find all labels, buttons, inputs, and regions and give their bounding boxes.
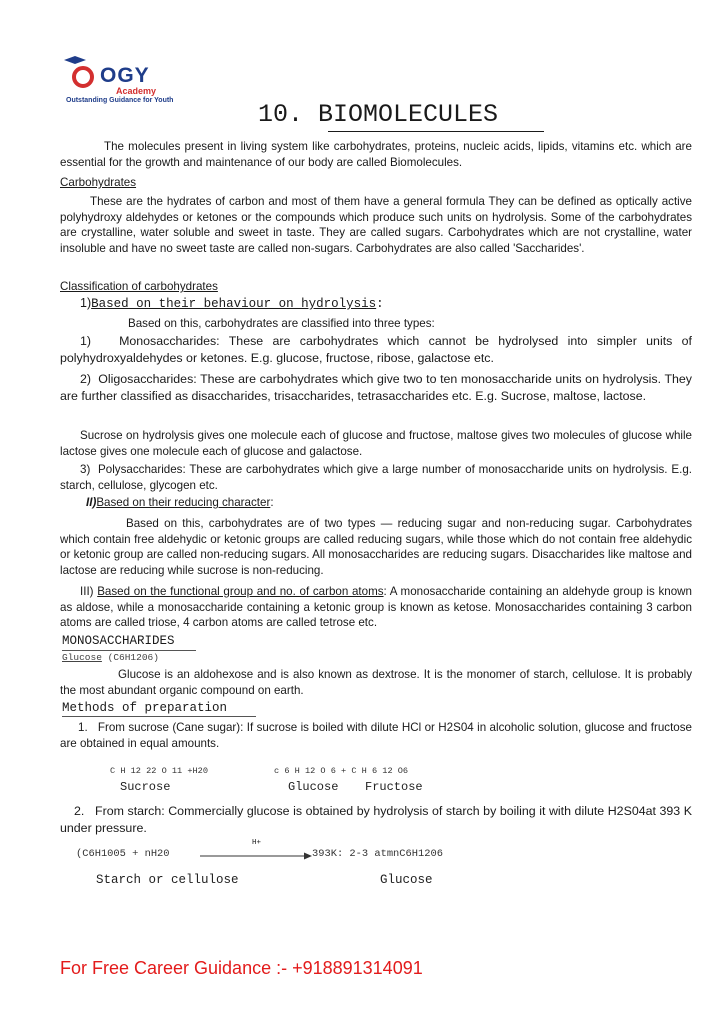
reaction-arrow-icon (200, 851, 312, 861)
graduation-cap-icon (64, 56, 86, 66)
section-2-colon: : (270, 496, 274, 509)
logo-ring-icon (72, 66, 94, 88)
logo-tagline: Outstanding Guidance for Youth (66, 97, 174, 104)
monosaccharides-heading: MONOSACCHARIDES (62, 634, 175, 648)
glucose-formula: (C6H1206) (107, 652, 159, 663)
method-2-text: From starch: Commercially glucose is obtained by hydrolysis of starch by boiling it with dilute H2S04at 393 K under pressure. (60, 804, 693, 835)
method-2-number: 2. (74, 804, 85, 818)
equation-1-label-sucrose: Sucrose (120, 780, 171, 794)
equation-2-catalyst: H+ (252, 839, 262, 847)
section-2-title: Based on their reducing character (96, 496, 271, 509)
sucrose-paragraph: Sucrose on hydrolysis gives one molecule each of glucose and fructose, maltose gives two molecules of glucose while lactose gives one molecule each of glucose and galactose. (60, 429, 692, 458)
section-1-colon: : (376, 297, 384, 311)
item-3-text: Polysaccharides: These are carbohydrates which give a large number of monosaccharide units on hydrolysis. E.g. starch, cellulose, glycogen etc. (60, 463, 692, 492)
section-3-paragraph (60, 584, 692, 631)
item-1-text: Monosaccharides: These are carbohydrates which cannot be hydrolysed into simpler units of polyhydroxyaldehydes or ketones. E.g. glucose, fructose, ribose, galactose etc. (60, 334, 693, 365)
equation-2-label-starch: Starch or cellulose (96, 873, 239, 887)
section-3-number: III) (80, 585, 94, 598)
glucose-heading (62, 652, 159, 663)
logo-subtext: Academy (116, 86, 157, 96)
chapter-number: 10. (258, 100, 304, 129)
section-1-number: 1) (80, 296, 92, 310)
footer-contact[interactable]: For Free Career Guidance :- +918891314091 (60, 958, 423, 978)
method-2-paragraph (60, 803, 692, 837)
logo-text: OGY (100, 64, 150, 87)
equation-2-label-glucose: Glucose (380, 873, 433, 887)
equation-1-label-fructose: Fructose (365, 780, 423, 794)
divider (62, 716, 256, 717)
equation-2-reactants: (C6H1005 + nH20 (76, 848, 170, 860)
equation-1-reactants: C H 12 22 O 11 +H20 (110, 766, 208, 776)
section-3-text: : A monosaccharide containing an aldehyde group is known as aldose, while a monosaccharide containing a ketonic group is known as ketose. Monosaccharides containing 3 carbon atoms are called triose, 4 carbon atoms are called tetrose etc. (60, 585, 692, 630)
list-item-polysaccharides (60, 462, 692, 493)
method-1-text: From sucrose (Cane sugar): If sucrose is boiled with dilute HCl or H2S04 in alcoholic solution, glucose and fructose are obtained in equal amounts. (60, 721, 692, 750)
item-2-number: 2) (80, 372, 92, 386)
section-1-title: Based on their behaviour on hydrolysis (91, 297, 377, 311)
section-3-title: Based on the functional group and no. of carbon atoms (97, 585, 384, 598)
intro-paragraph: The molecules present in living system like carbohydrates, proteins, nucleic acids, lipids, vitamins etc. which are essential for the growth and maintenance of our body are called Biomolecules. (60, 140, 692, 169)
method-1-number: 1. (78, 721, 88, 734)
equation-1-label-glucose: Glucose (288, 780, 339, 794)
carbohydrates-paragraph: These are the hydrates of carbon and most of them have a general formula They can be defined as optically active polyhydroxy aldehydes or ketones or the compounds which produce such units on hydrolysis. Some of the carbohydrates are crystalline, water soluble and sweet in taste. They are called sugars. Carbohydrates which are not crystalline, water insoluble and have no sweet taste are called non-sugars. Carbohydrates are also called 'Saccharides'. (60, 195, 692, 255)
section-2-paragraph: Based on this, carbohydrates are of two types — reducing sugar and non-reducing sugar. Carbohydrates which contain free aldehydic or ketonic groups are called reducing sugars, while those which do not contain free aldehydic or ketonic group are called non-reducing sugars. All monosaccharides are reducing sugars. Disaccharides like maltose and lactose are reducing while sucrose is non-reducing. (60, 517, 692, 577)
page-title (258, 100, 498, 129)
divider (62, 650, 196, 651)
section-1-heading (80, 296, 384, 311)
methods-heading: Methods of preparation (62, 701, 228, 715)
classification-heading: Classification of carbohydrates (60, 280, 218, 293)
carbohydrates-heading: Carbohydrates (60, 176, 137, 189)
item-3-number: 3) (80, 463, 91, 476)
title-underline (328, 131, 544, 132)
method-1-paragraph (60, 720, 692, 751)
glucose-name: Glucose (62, 652, 102, 663)
section-2-number: II) (86, 496, 97, 509)
glucose-paragraph: Glucose is an aldohexose and is also known as dextrose. It is the monomer of starch, cellulose. It is probably the most abundant organic compound on earth. (60, 668, 692, 697)
chapter-title: BIOMOLECULES (318, 100, 499, 129)
item-1-number: 1) (80, 334, 92, 348)
item-2-text: Oligosaccharides: These are carbohydrates which give two to ten monosaccharide units on hydrolysis. They are further classified as disaccharides, trisaccharides, tetrasaccharides etc. E.g. Sucrose, maltose, lactose. (60, 372, 692, 403)
list-item-monosaccharides (60, 333, 692, 367)
section-1-intro: Based on this, carbohydrates are classified into three types: (128, 317, 435, 330)
section-2-heading (86, 496, 274, 509)
logo (64, 56, 184, 106)
equation-1-products: c 6 H 12 O 6 + C H 6 12 O6 (274, 766, 409, 776)
equation-2-products: 393K: 2-3 atmnC6H1206 (312, 848, 443, 860)
list-item-oligosaccharides (60, 371, 692, 405)
